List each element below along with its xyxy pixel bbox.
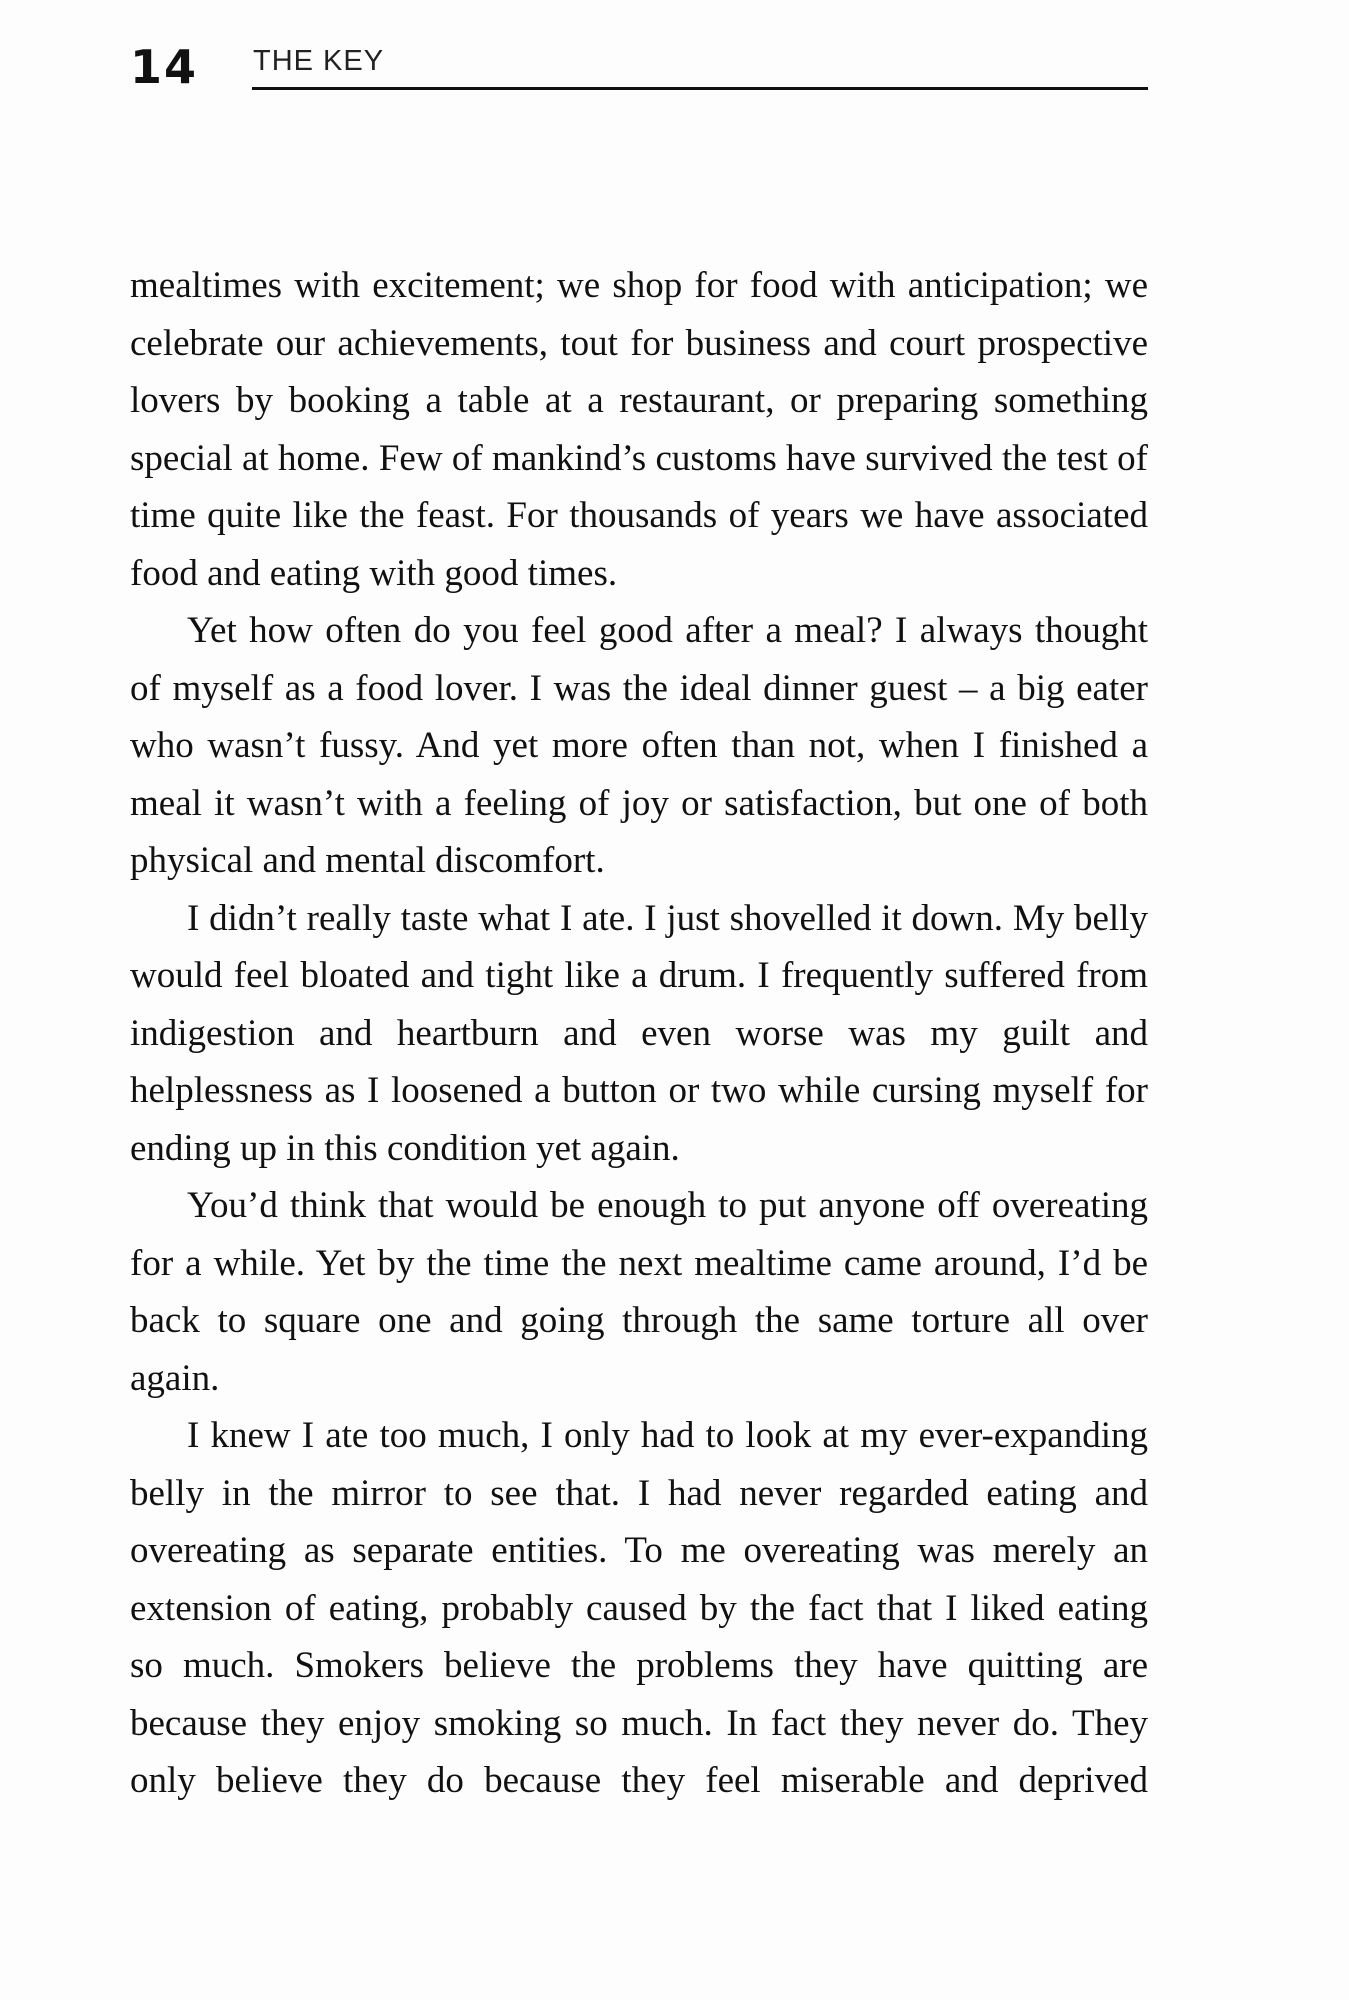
paragraph-3: I didn’t really taste what I ate. I just shovelled it down. My belly would feel bloated and tight like a drum. I frequently suffered from indigestion and heartburn and even worse was my guilt and helplessness as I loosened a button or two while cursing myself for ending up in this condition yet again.	[130, 897, 1148, 1169]
header-rule	[252, 87, 1148, 90]
paragraph-5: I knew I ate too much, I only had to look at my ever-expanding belly in the mirror to see that. I had never regarded eating and overeating as separate entities. To me overeating was merely an extension of eating, probably caused by the fact that I liked eating so much. Smokers believe the problems they have quitting are because they enjoy smoking so much. In fact they never do. They only believe they do because they feel miserable and deprived	[130, 1415, 1148, 1801]
running-head: THE KEY	[253, 45, 385, 77]
page-number: 14	[130, 40, 199, 94]
paragraph-4: You’d think that would be enough to put anyone off overeating for a while. Yet by the time the next mealtime came around, I’d be back to square one and going through the same torture all over again.	[130, 1185, 1148, 1399]
body-text	[130, 257, 1148, 1810]
paragraph-2: Yet how often do you feel good after a meal? I always thought of myself as a food lover. I was the ideal dinner guest – a big eater who wasn’t fussy. And yet more often than not, when I finished a meal it wasn’t with a feeling of joy or satisfaction, but one of both physical and mental discomfort.	[130, 610, 1148, 881]
page-header	[130, 40, 1148, 100]
paragraph-1: mealtimes with excitement; we shop for food with anticipation; we celebrate our achievements, tout for business and court prospective lovers by booking a table at a restaurant, or preparing something special at home. Few of mankind’s customs have survived the test of time quite like the feast. For thousands of years we have associated food and eating with good times.	[130, 265, 1148, 594]
